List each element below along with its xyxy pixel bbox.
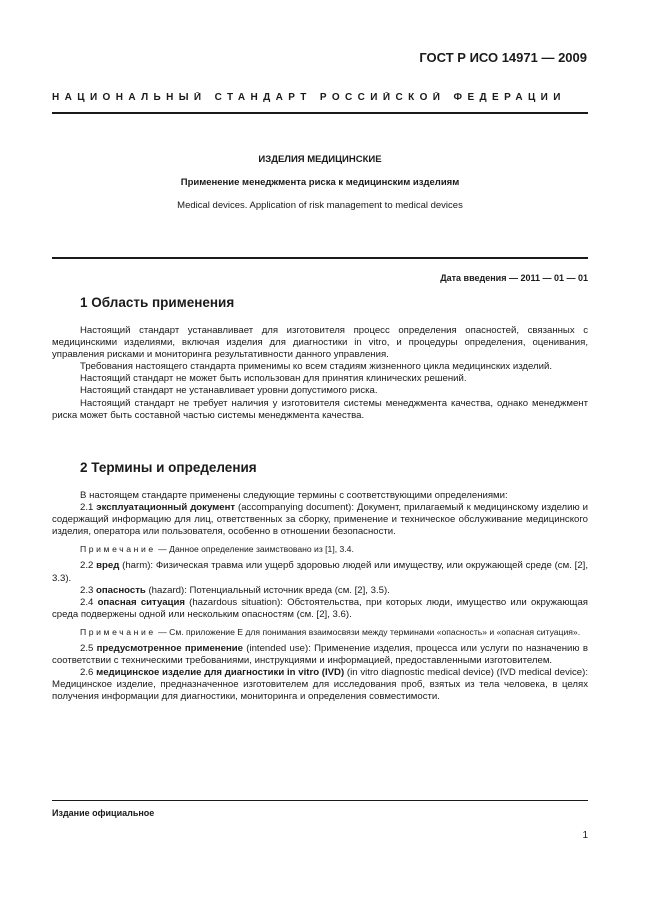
- term-name: вред: [96, 560, 120, 572]
- note-text: — Данное определение заимствовано из [1], 3.4.: [155, 544, 354, 555]
- edition-label: Издание официальное: [52, 808, 155, 818]
- section-2-heading: 2 Термины и определения: [80, 460, 257, 475]
- term-definition: (intended use): Применение изделия, процесса или услуги по назначению в соответствии с техническими требованиями, инструкциями и информацией, предоставленными изготовителем.: [52, 643, 588, 667]
- term-name: предусмотренное применение: [96, 643, 243, 655]
- section-1-heading: 1 Область применения: [80, 295, 235, 310]
- term-definition: (accompanying document): Документ, прилагаемый к медицинскому изделию и содержащий информацию для лиц, ответственных за сборку, применение и техническое обслуживание медицинского изделия, оператора или пользователя, особенно в отношении безопасности.: [52, 502, 588, 538]
- term-number: 2.2: [80, 560, 94, 572]
- term-number: 2.4: [80, 596, 94, 608]
- title-divider: [52, 257, 588, 259]
- term-2-6: [52, 667, 588, 703]
- term-number: 2.1: [80, 502, 94, 514]
- title-ru-main: ИЗДЕЛИЯ МЕДИЦИНСКИЕ: [258, 154, 382, 165]
- term-name: опасная ситуация: [97, 596, 185, 608]
- note-2: [52, 626, 588, 638]
- term-definition: (harm): Физическая травма или ущерб здоровью людей или имуществу, или окружающей среде (см. [2], 3.3).: [52, 560, 589, 584]
- term-name: эксплуатационный документ: [96, 502, 236, 514]
- note-lead: Примечание: [80, 544, 156, 555]
- term-2-1: [52, 502, 588, 538]
- term-definition: (hazardous situation): Обстоятельства, при которых люди, имущество или окружающая среда подвержены одной или нескольким опасностям (см. [2], 3.6).: [52, 596, 588, 620]
- term-2-5: [52, 643, 588, 667]
- national-standard-banner: НАЦИОНАЛЬНЫЙ СТАНДАРТ РОССИЙСКОЙ ФЕДЕРАЦИИ: [52, 92, 566, 103]
- paragraph: Настоящий стандарт устанавливает для изготовителя процесс определения опасностей, связанных с медицинскими изделиями, включая изделия для диагностики in vitro, и процедуры определения, оценивания, управления рисками и мониторинга результативности данного управления.: [52, 325, 588, 361]
- term-2-2: [52, 560, 588, 584]
- paragraph: Требования настоящего стандарта применимы ко всем стадиям жизненного цикла медицинских изделий.: [80, 361, 553, 373]
- title-en: Medical devices. Application of risk management to medical devices: [177, 200, 463, 211]
- term-name: опасность: [96, 584, 146, 596]
- term-number: 2.6: [80, 667, 94, 679]
- footer-divider: [52, 800, 588, 801]
- standard-code: ГОСТ Р ИСО 14971 — 2009: [419, 50, 587, 65]
- section-2-intro: В настоящем стандарте применены следующие термины с соответствующими определениями:: [80, 490, 508, 501]
- page-number: 1: [582, 830, 588, 841]
- term-name: медицинское изделие для диагностики in vitro (IVD): [96, 667, 345, 679]
- term-definition: (hazard): Потенциальный источник вреда (см. [2], 3.5).: [145, 584, 390, 596]
- paragraph: Настоящий стандарт не может быть использован для принятия клинических решений.: [80, 373, 467, 385]
- paragraph: Настоящий стандарт не требует наличия у изготовителя системы менеджмента качества, однако менеджмент риска может быть составной частью системы менеджмента качества.: [52, 397, 588, 421]
- title-ru-subtitle: Применение менеджмента риска к медицинским изделиям: [180, 177, 460, 188]
- note-lead: Примечание: [80, 626, 156, 637]
- term-number: 2.3: [80, 584, 94, 596]
- paragraph: Настоящий стандарт не устанавливает уровни допустимого риска.: [80, 385, 378, 397]
- term-2-3: [52, 585, 588, 597]
- note-text: — См. приложение Е для понимания взаимосвязи между терминами «опасность» и «опасная ситуация».: [155, 626, 581, 637]
- intro-date: Дата введения — 2011 — 01 — 01: [440, 273, 588, 283]
- term-2-4: [52, 597, 588, 621]
- section-2-body: [52, 490, 588, 704]
- term-number: 2.5: [80, 643, 94, 655]
- header-divider: [52, 112, 588, 114]
- note-1: [52, 543, 588, 555]
- section-1-body: [52, 325, 588, 422]
- term-definition: (in vitro diagnostic medical device) (IVD medical device): Медицинское изделие, предназначенное изготовителем для исследования проб, взятых из тела человека, в целях получения информации для диагностики, мониторинга и определения совместимости.: [52, 667, 588, 703]
